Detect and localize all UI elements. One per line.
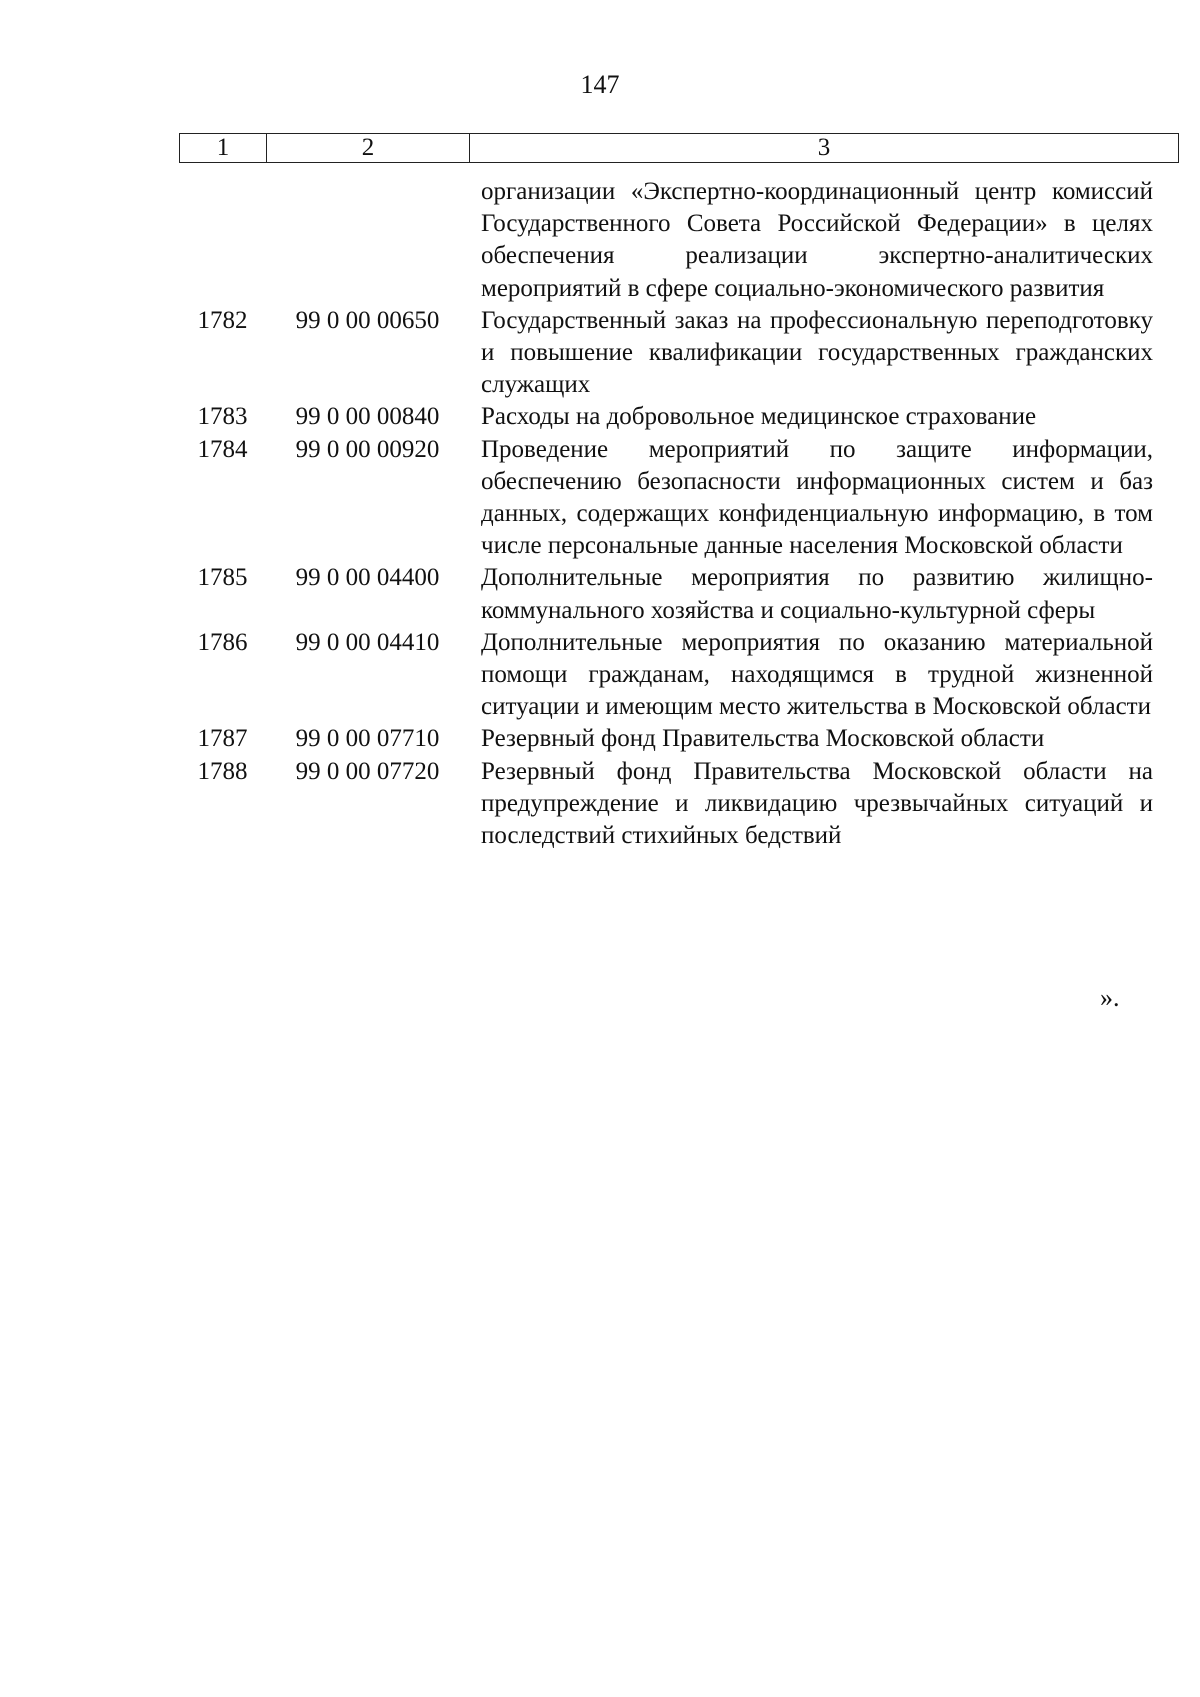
row-code: 99 0 00 00650	[295, 306, 440, 334]
row-code	[266, 176, 469, 305]
table-row	[179, 305, 1179, 402]
header-col-1: 1	[180, 134, 267, 162]
row-number: 1783	[197, 403, 248, 431]
header-col-2: 2	[267, 134, 470, 162]
page-number: 147	[580, 70, 620, 99]
row-code: 99 0 00 07710	[295, 725, 440, 753]
row-code: 99 0 00 00840	[295, 403, 440, 431]
row-code: 99 0 00 00920	[295, 435, 440, 463]
row-description: Дополнительные мероприятия по развитию жилищно-коммунального хозяйства и социально-культурной сферы	[481, 564, 1153, 624]
row-number: 1786	[197, 628, 248, 656]
row-number: 1785	[197, 564, 248, 592]
row-description: организации «Экспертно-координационный центр комиссий Государственного Совета Российской Федерации» в целях обеспечения реализации экспертно-аналитических мероприятий в сфере социально-экономического развития	[481, 178, 1153, 302]
row-number: 1784	[197, 435, 248, 463]
row-code: 99 0 00 07720	[295, 757, 440, 785]
table-row	[179, 627, 1179, 724]
table-row	[179, 756, 1179, 853]
row-code: 99 0 00 04400	[295, 564, 440, 592]
table-header	[179, 133, 1179, 163]
row-code: 99 0 00 04410	[295, 628, 440, 656]
table-row	[179, 723, 1179, 755]
row-description: Дополнительные мероприятия по оказанию материальной помощи гражданам, находящимся в трудной жизненной ситуации и имеющим место жительства в Московской области	[481, 628, 1153, 721]
row-description: Проведение мероприятий по защите информации, обеспечению безопасности информационных систем и баз данных, содержащих конфиденциальную информацию, в том числе персональные данные населения Московской области	[481, 435, 1153, 560]
row-number: 1788	[197, 757, 248, 785]
table-body	[179, 176, 1179, 852]
row-description: Резервный фонд Правительства Московской области на предупреждение и ликвидацию чрезвычайных ситуаций и последствий стихийных бедствий	[481, 757, 1153, 850]
row-description: Резервный фонд Правительства Московской области	[481, 725, 1045, 753]
header-col-3: 3	[817, 134, 831, 161]
table-row	[179, 176, 1179, 305]
table-row	[179, 562, 1179, 626]
row-number	[179, 176, 266, 305]
table-row	[179, 401, 1179, 433]
row-number: 1782	[197, 306, 248, 334]
table-row	[179, 434, 1179, 563]
row-number: 1787	[197, 725, 248, 753]
row-description: Государственный заказ на профессиональную переподготовку и повышение квалификации государственных гражданских служащих	[481, 306, 1153, 399]
row-description: Расходы на добровольное медицинское страхование	[481, 403, 1037, 431]
closing-quote-mark: ».	[1100, 983, 1120, 1012]
